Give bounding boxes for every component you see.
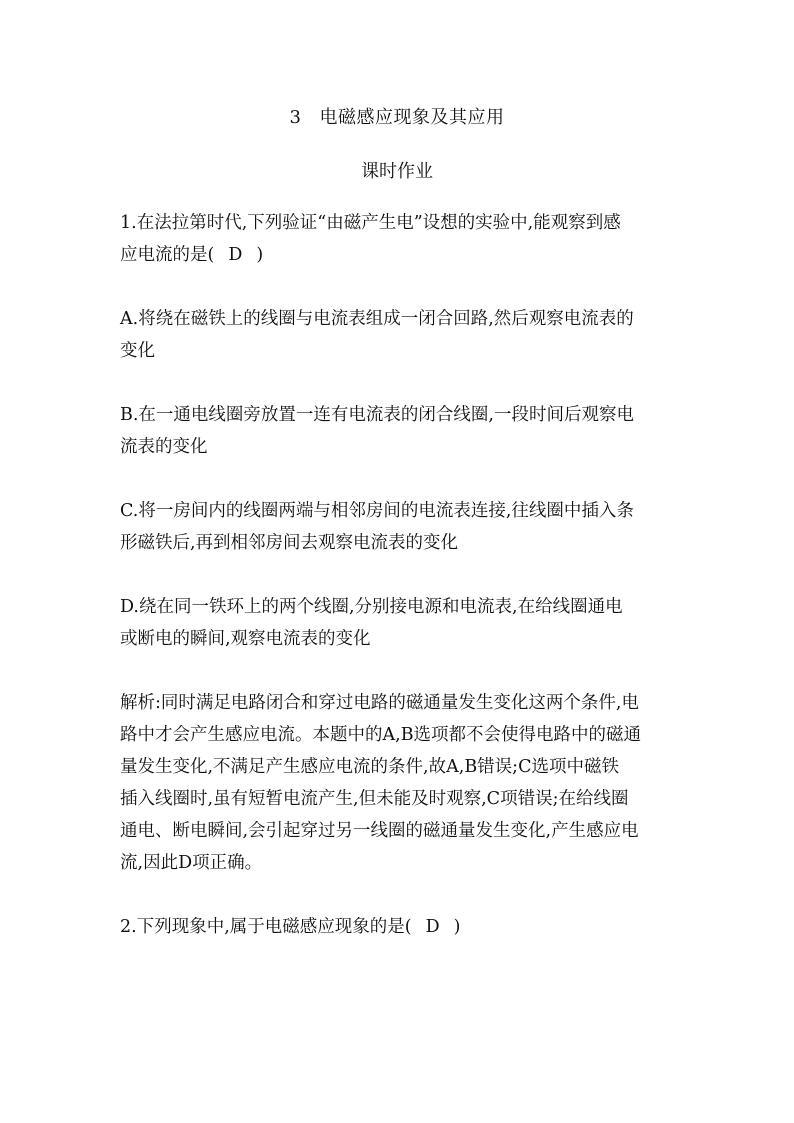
option-a — [120, 303, 680, 367]
question-1-prefix: 应电流的是( — [120, 245, 215, 265]
analysis-line-2: 路中才会产生感应电流。本题中的A,B选项都不会使得电路中的磁通 — [120, 725, 642, 745]
question-2-answer: D — [425, 917, 440, 937]
page-title — [0, 104, 794, 132]
option-d — [120, 591, 680, 655]
question-1 — [120, 207, 680, 271]
analysis-line-5: 通电、断电瞬间,会引起穿过另一线圈的磁通量发生变化,产生感应电 — [120, 821, 639, 841]
question-1-answer: D — [228, 245, 243, 265]
page-subtitle: 课时作业 — [361, 161, 433, 182]
question-2-line-1 — [120, 911, 680, 943]
analysis-line-6: 流,因此D项正确。 — [120, 853, 263, 873]
title-text: 电磁感应现象及其应用 — [319, 107, 505, 128]
option-a-line-2: 变化 — [120, 341, 155, 361]
title-number: 3 — [289, 107, 302, 128]
question-2 — [120, 911, 680, 943]
document-body — [120, 207, 680, 975]
question-1-suffix: ) — [256, 245, 264, 265]
question-2-suffix: ) — [453, 917, 461, 937]
option-d-line-2: 或断电的瞬间,观察电流表的变化 — [120, 629, 371, 649]
analysis — [120, 687, 680, 879]
analysis-line-1: 解析:同时满足电路闭合和穿过电路的磁通量发生变化这两个条件,电 — [120, 693, 639, 713]
question-2-prefix: 2.下列现象中,属于电磁感应现象的是( — [120, 917, 412, 937]
question-1-line-2 — [120, 239, 680, 271]
option-b-line-1: B.在一通电线圈旁放置一连有电流表的闭合线圈,一段时间后观察电 — [120, 405, 634, 425]
analysis-line-3: 量发生变化,不满足产生感应电流的条件,故A,B错误;C选项中磁铁 — [120, 757, 619, 777]
option-b-line-2: 流表的变化 — [120, 437, 208, 457]
option-b — [120, 399, 680, 463]
option-c-line-2: 形磁铁后,再到相邻房间去观察电流表的变化 — [120, 533, 459, 553]
question-1-line-1: 1.在法拉第时代,下列验证“由磁产生电”设想的实验中,能观察到感 — [120, 213, 621, 233]
option-d-line-1: D.绕在同一铁环上的两个线圈,分别接电源和电流表,在给线圈通电 — [120, 597, 623, 617]
analysis-line-4: 插入线圈时,虽有短暂电流产生,但未能及时观察,C项错误;在给线圈 — [120, 789, 629, 809]
option-a-line-1: A.将绕在磁铁上的线圈与电流表组成一闭合回路,然后观察电流表的 — [120, 309, 634, 329]
option-c-line-1: C.将一房间内的线圈两端与相邻房间的电流表连接,往线圈中插入条 — [120, 501, 634, 521]
option-c — [120, 495, 680, 559]
